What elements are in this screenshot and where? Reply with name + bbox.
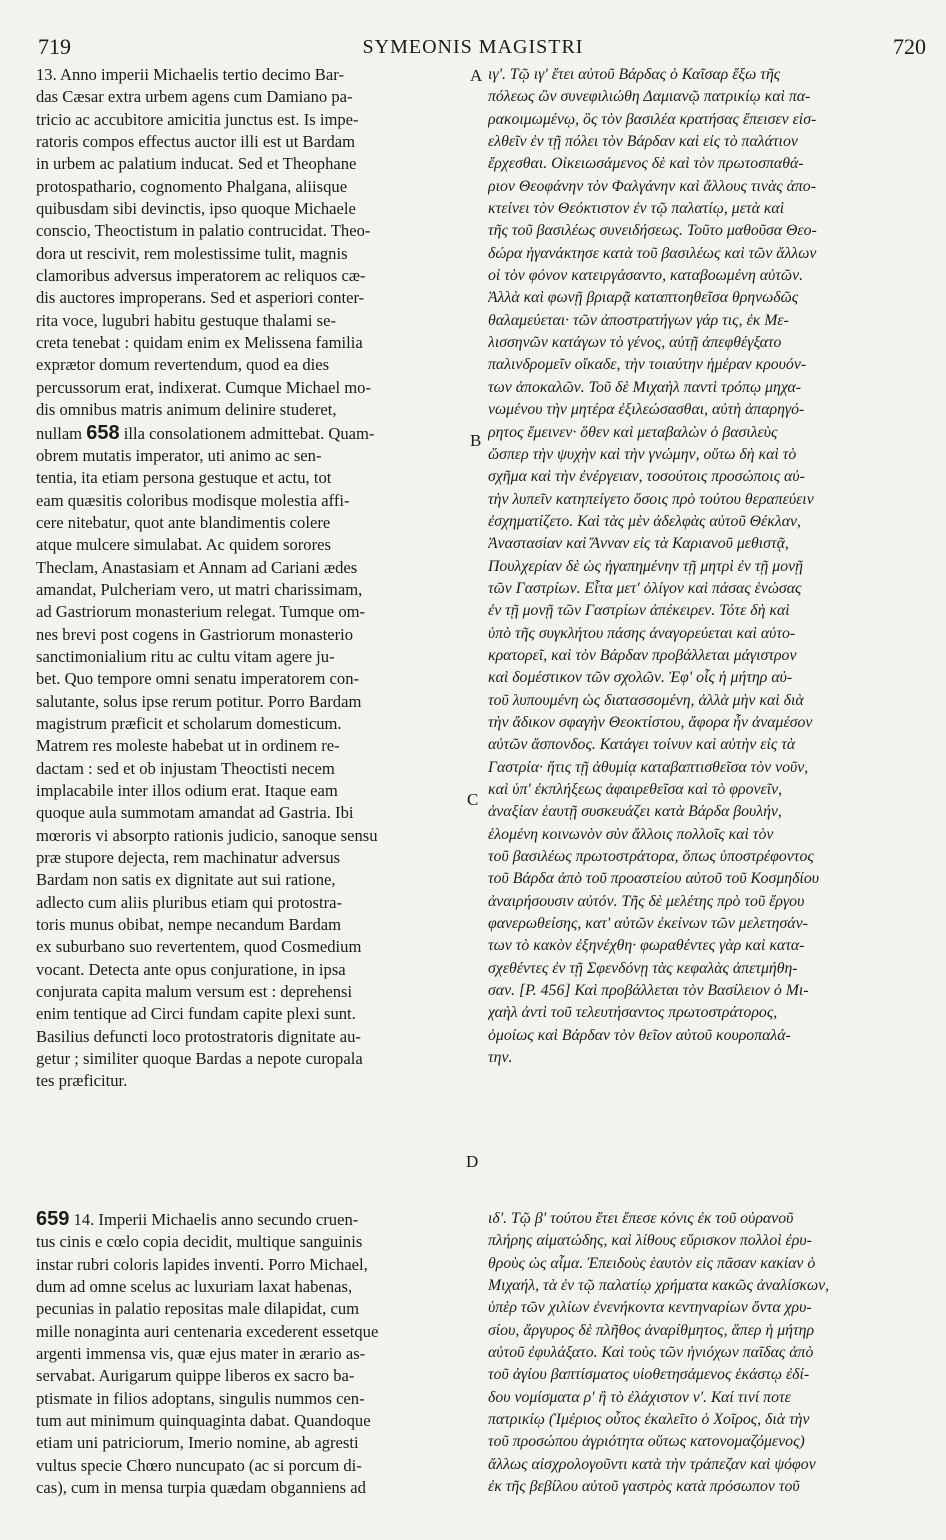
text-line: Bardam non satis ex dignitate aut sui ratione, [36, 870, 336, 890]
text-line: τῶν Γαστρίων. Εἶτα μετ' ὀλίγον καὶ πάσας ἑνώσας [488, 579, 802, 597]
text-line: clamoribus adversus imperatorem ac reliquos cæ- [36, 266, 366, 286]
text-line: vocant. Detecta ante opus conjuratione, in ipsa [36, 959, 346, 979]
text-line: Matrem res moleste habebat ut in ordinem re- [36, 736, 340, 756]
text-line: πατρικίῳ (Ἱμέριος οὗτος ἐκαλεῖτο ὁ Χοῖρος, διὰ τὴν [488, 1411, 810, 1429]
text-line: σαν. [P. 456] Καὶ προβάλλεται τὸν Βασίλειον ὁ Μι- [488, 982, 809, 1000]
text-line: ὥσπερ τὴν ψυχὴν καὶ τὴν γνώμην, οὕτω δὴ καὶ τὸ [488, 445, 797, 463]
column-number: 658 [86, 421, 120, 444]
text-line: φανερωθείσης, κατ' αὐτῶν ἐκείνων τῶν μελετησάν- [488, 915, 808, 933]
text-line: Ἀλλὰ καὶ φωνῇ βριαρᾷ καταπτοηθεῖσα θρηνωδῶς [488, 289, 799, 307]
margin-letter-b: B [470, 431, 482, 450]
text-line: ἐν τῇ μονῇ τῶν Γαστρίων ἀπέκειρεν. Τότε δὴ καὶ [488, 602, 790, 620]
text-line: bet. Quo tempore omni senatu imperatorem con- [36, 669, 360, 689]
text-line: ratoris compos effectus auctor illi est ut Bardam [36, 132, 356, 152]
text-line: cere nitebatur, quot ante blandimentis colere [36, 512, 331, 532]
text-line: ἐσχηματίζετο. Καὶ τὰς μὲν ἀδελφὰς αὐτοῦ Θέκλαν, [488, 512, 801, 530]
text-line: παλινδρομεῖν οἴκαδε, τὴν τοιαύτην ἡμέραν κρουόν- [488, 356, 807, 374]
column-number: 659 [36, 1208, 70, 1230]
text-line: salutante, solus ipse rerum potitur. Porro Bardam [36, 691, 362, 711]
text-line: ὑπὲρ τῶν χιλίων ἐνενήκοντα κεντηναρίων ὄντα χρυ- [488, 1299, 812, 1317]
text-line: καὶ δομέστικον τῶν σχολῶν. Ἐφ' οἷς ἡ μήτηρ αὐ- [488, 669, 793, 687]
text-line: quibusdam sibi devinctis, ipso quoque Michaele [36, 199, 356, 219]
text-line: λισσηνῶν κατάγων τὸ γένος, αὐτῇ ἀπεφθέγξατο [488, 334, 782, 352]
text-line: κρατορεῖ, καὶ τὸν Βάρδαν προβάλλεται μάγιστρον [488, 646, 797, 664]
text-line: ρακοιμωμένῳ, ὃς τὸν βασιλέα κρατήσας ἔπεισεν εἰσ- [488, 110, 817, 128]
text-line: ὁμοίως καὶ Βάρδαν τὸν θεῖον αὐτοῦ κουροπαλά- [488, 1026, 791, 1044]
text-line: 13. Anno imperii Michaelis tertio decimo Bar- [36, 65, 344, 84]
text-line: Μιχαήλ, τὰ ἐν τῷ παλατίῳ χρήματα κακῶς ἀναλίσκων, [488, 1277, 830, 1295]
text-line: καὶ ὑπ' ἐκπλήξεως ἀφαιρεθεῖσα καὶ τὸ φρονεῖν, [488, 781, 783, 798]
text-line: τοῦ λυπουμένη ὡς διατασσομένη, ἀλλὰ μὴν καὶ διὰ [488, 691, 804, 709]
greek-column-bottom [488, 1208, 918, 1513]
greek-column-top [488, 64, 918, 1092]
text-line: obrem mutatis imperator, uti animo ac sen- [36, 445, 322, 465]
page-number-left: 719 [38, 34, 71, 59]
text-line: πλήρης αἱματώδης, καὶ λίθους εὕρισκον πολλοὶ ἐρυ- [488, 1232, 812, 1250]
text-line: getur ; similiter quoque Bardas a nepote curopala [36, 1049, 363, 1069]
text-line: argenti immensa vis, quæ ejus mater in ærario as- [36, 1344, 366, 1364]
text-line: ἀναιρήσουσιν αὐτόν. Τῆς δὲ μελέτης πρὸ τοῦ ἔργου [488, 892, 805, 910]
text-line: Theclam, Anastasiam et Annam ad Cariani ædes [36, 557, 358, 577]
text-line: σχεθέντες ἐν τῇ Σφενδόνῃ τὰς κεφαλὰς ἀπετμήθη- [488, 959, 798, 977]
text-line: Γαστρία· ἥτις τῇ ἀθυμίᾳ καταβαπτισθεῖσα τὸν νοῦν, [488, 758, 809, 776]
text-line: nes brevi post cogens in Gastriorum monasterio [36, 624, 354, 644]
running-title: SYMEONIS MAGISTRI [362, 36, 584, 58]
text-line: τοῦ Βάρδα ἀπὸ τοῦ προαστείου αὐτοῦ τοῦ Κοσμηδίου [488, 870, 819, 888]
text-line: quoque aula summotam amandat ad Gastria. Ibi [36, 803, 354, 823]
margin-letter-d: D [466, 1152, 479, 1171]
text-line: ptismate in filios adoptans, singulis nummos cen- [36, 1388, 365, 1408]
text-line: τὴν ἄδικον σφαγὴν Θεοκτίστου, ἄφορα ἦν ἀναμέσον [488, 713, 813, 731]
text-line: ἑλομένη κοινωνὸν σὺν ἄλλοις πολλοῖς καὶ τὸν [488, 825, 774, 843]
text-line: σίου, ἄργυρος δὲ πλῆθος ἀναρίθμητος, ἅπερ ἡ μήτηρ [488, 1321, 815, 1339]
text-line: enim tentique ad Circi fundam capite plexi sunt. [36, 1004, 356, 1024]
text-line: tus cinis e cœlo copia decidit, multique sanguinis [36, 1232, 363, 1252]
text-line: την. [488, 1049, 513, 1067]
text-line: αὐτῶν ἄσπονδος. Κατάγει τοίνυν καὶ αὐτὴν εἰς τὰ [488, 736, 796, 754]
text-line: ad Gastriorum monasterium relegat. Tumque om- [36, 602, 366, 622]
text-line: ἀναξίαν ἑαυτῇ συσκευάζει κατὰ Βάρδα βουλήν, [488, 803, 782, 821]
text-line: Ἀναστασίαν καὶ Ἄνναν εἰς τὰ Καριανοῦ μεθιστᾷ, [488, 535, 789, 553]
text-line: etiam uni patriciorum, Imerio nomine, ab agresti [36, 1433, 359, 1453]
text-line: adlecto cum aliis pluribus etiam qui protostra- [36, 892, 342, 912]
text-line: ρητος ἔμεινεν· ὅθεν καὶ μεταβαλὼν ὁ βασιλεὺς [488, 423, 778, 441]
text-line: rita voce, lugubri habitu gestuque thalami se- [36, 310, 336, 330]
text-line: Πουλχερίαν δὲ ὡς ἠγαπημένην τῇ μητρὶ ἐν τῇ μονῇ [488, 557, 803, 575]
text-line: conscio, Theoctistum in palatio contrucidat. Theo- [36, 221, 371, 241]
text-line: των ἀποκαλῶν. Τοῦ δὲ Μιχαὴλ παντὶ τρόπῳ μηχα- [488, 378, 801, 396]
text-line: πόλεως ὢν συνεφιλιώθη Δαμιανῷ πατρικίῳ καὶ πα- [488, 88, 811, 106]
text-line: dora ut rescivit, rem molestissime tulit, magnis [36, 243, 348, 263]
text-line: præ stupore dejecta, rem machinatur adversus [36, 848, 341, 868]
text-line: atque mulcere simulabat. Ac quidem sorores [36, 535, 331, 555]
text-line: vultus specie Chœro nuncupato (ac si porcum di- [36, 1455, 362, 1475]
text-line: dis auctores improperans. Sed et asperiori conter- [36, 288, 365, 308]
text-line: sanctimonialium ritu ac cultu vitam agere ju- [36, 646, 335, 666]
text-line: θροὺς ὡς αἷμα. Ἐπειδοὺς ἑαυτὸν εἰς πᾶσαν κακίαν ὁ [488, 1254, 816, 1272]
text-line: οἱ τὸν φόνον κατειργάσαντο, καταβοωμένη αὐτῶν. [488, 267, 804, 285]
text-line: tes præficitur. [36, 1071, 128, 1091]
text-line: ἐκ τῆς βεβίλου αὐτοῦ γαστρὸς κατὰ πρόσωπον τοῦ [488, 1478, 800, 1496]
text-line: ἔρχεσθαι. Οἰκειωσάμενος δὲ καὶ τὸν πρωτοσπαθά- [488, 155, 804, 173]
text-line: ὑπὸ τῆς συγκλήτου πάσης ἀναγορεύεται καὶ αὐτο- [488, 624, 796, 642]
text-line: dactam : sed et ob injustam Theoctisti necem [36, 758, 335, 778]
text-line: τὴν λυπεῖν κατηπείγετο ὅσοις πρὸ τούτου θεραπεύειν [488, 490, 814, 508]
margin-letter-c: C [467, 790, 479, 809]
text-line: magistrum præficit et scholarum domesticum. [36, 713, 342, 733]
text-line: σχῆμα καὶ τὴν ἐνέργειαν, τοσούτοις προσώποις αὐ- [488, 468, 805, 486]
text-line: ριον Θεοφάνην τὸν Φαλγάνην καὶ ἄλλους τινὰς ἀπο- [488, 177, 816, 195]
text-line: αὐτοῦ ἐφυλάξατο. Καὶ τοὺς τῶν ἡνιόχων παῖδας ἀπὸ [488, 1344, 814, 1362]
text-line: amandat, Pulcheriam vero, ut matri charissimam, [36, 579, 363, 599]
text-line: ιδ'. Τῷ β' τούτου ἔτει ἔπεσε κόνις ἐκ τοῦ οὐρανοῦ [488, 1210, 794, 1227]
text-line: τῆς τοῦ βασιλέως συνειδήσεως. Τοῦτο μαθοῦσα Θεο- [488, 222, 817, 240]
text-line: νωμένου τὴν μητέρα ἐξιλεώσασθαι, αὐτὴ ἀπαρηγό- [488, 401, 805, 419]
text-line: ἄλλως αἰσχρολογοῦντι κατὰ τὴν τράπεζαν καὶ ψόφον [488, 1455, 816, 1473]
text-line: τοῦ βασιλέως πρωτοστράτορα, ὅπως ὑποστρέφοντος [488, 848, 814, 866]
text-line: 659 14. Imperii Michaelis anno secundo cruen- [36, 1208, 359, 1230]
text-line: Basilius defuncti loco protostratoris dignitate au- [36, 1026, 361, 1046]
text-line: nullam 658 illa consolationem admittebat. Quam- [36, 421, 375, 444]
text-line: eam quæsitis coloribus modisque molestia affi- [36, 490, 350, 510]
text-line: tum aut minimum quinquaginta dabat. Quandoque [36, 1411, 371, 1431]
text-line: toris munus obibat, nempe necandum Bardam [36, 915, 342, 935]
latin-column-top [36, 64, 460, 1092]
text-line: implacabile inter illos odium erat. Itaque eam [36, 781, 338, 800]
text-line: mœroris vi absorpto rationis judicio, sanoque sensu [36, 825, 378, 845]
text-line: θαλαμεύεται· τῶν ἀποστρατήγων γάρ τις, ἐκ Με- [488, 311, 789, 329]
text-line: δώρα ἠγανάκτησε κατὰ τοῦ βασιλέως καὶ τῶν ἄλλων [488, 244, 817, 262]
text-line: δου νομίσματα ρ' ἢ τὸ ἐλάχιστον ν'. Καί τινί ποτε [488, 1388, 791, 1406]
text-line: ex suburbano suo revertentem, quod Cosmedium [36, 937, 362, 957]
margin-letter-a: A [470, 66, 483, 85]
text-line: των τὸ κακὸν ἐξηνέχθη· φωραθέντες γὰρ καὶ κατα- [488, 937, 805, 955]
text-line: ιγ'. Τῷ ιγ' ἔτει αὐτοῦ Βάρδας ὁ Καῖσαρ ἔξω τῆς [488, 66, 781, 83]
text-line: das Cæsar extra urbem agens cum Damiano pa- [36, 87, 353, 107]
text-line: percussorum erat, indixerat. Cumque Michael mo- [36, 377, 372, 397]
text-line: mille nonaginta auri centenaria excederent essetque [36, 1321, 379, 1341]
text-line: tentia, ita etiam persona gestuque et actu, tot [36, 468, 332, 488]
running-header [0, 30, 946, 60]
text-line: conjurata capita malum versum est : deprehensi [36, 982, 353, 1002]
text-line: in urbem ac palatium inducat. Sed et Theophane [36, 154, 357, 174]
text-line: τοῦ ἁγίου βαπτίσματος υἱοθετησάμενος ἑκάστῳ ἐδί- [488, 1366, 810, 1384]
text-line: χαὴλ ἀντὶ τοῦ τελευτήσαντος πρωτοστράτορος, [488, 1004, 778, 1022]
text-line: κτείνει τὸν Θεόκτιστον ἐν τῷ παλατίῳ, μετὰ καὶ [488, 200, 785, 218]
text-line: creta tenebat : quidam enim ex Melissena familia [36, 333, 363, 353]
text-line: tricio ac accubitore amicitia junctus est. Is impe- [36, 109, 359, 129]
text-line: exprætor domum revertendum, quod ea dies [36, 355, 330, 375]
text-line: pecunias in palatio repositas male dilapidat, cum [36, 1299, 360, 1319]
text-line: cas), cum in mensa turpia quædam obganniens ad [36, 1478, 366, 1498]
page-number-right: 720 [893, 34, 926, 59]
text-line: τοῦ προσώπου ἀγριότητα οὕτως κατονομαζόμενος) [488, 1433, 805, 1451]
text-line: servabat. Aurigarum quippe liberos ex sacro ba- [36, 1366, 355, 1386]
latin-column-bottom [36, 1208, 460, 1513]
text-line: ελθεῖν ἐν τῇ πόλει τὸν Βάρδαν καὶ εἰς τὸ παλάτιον [488, 133, 798, 151]
text-line: protospathario, cognomento Phalgana, aliisque [36, 176, 348, 196]
text-line: dum ad omne scelus ac luxuriam laxat habenas, [36, 1277, 353, 1297]
text-line: instar rubri coloris lapides inventi. Porro Michael, [36, 1254, 368, 1274]
text-line: dis omnibus matris animum delinire studeret, [36, 400, 337, 420]
